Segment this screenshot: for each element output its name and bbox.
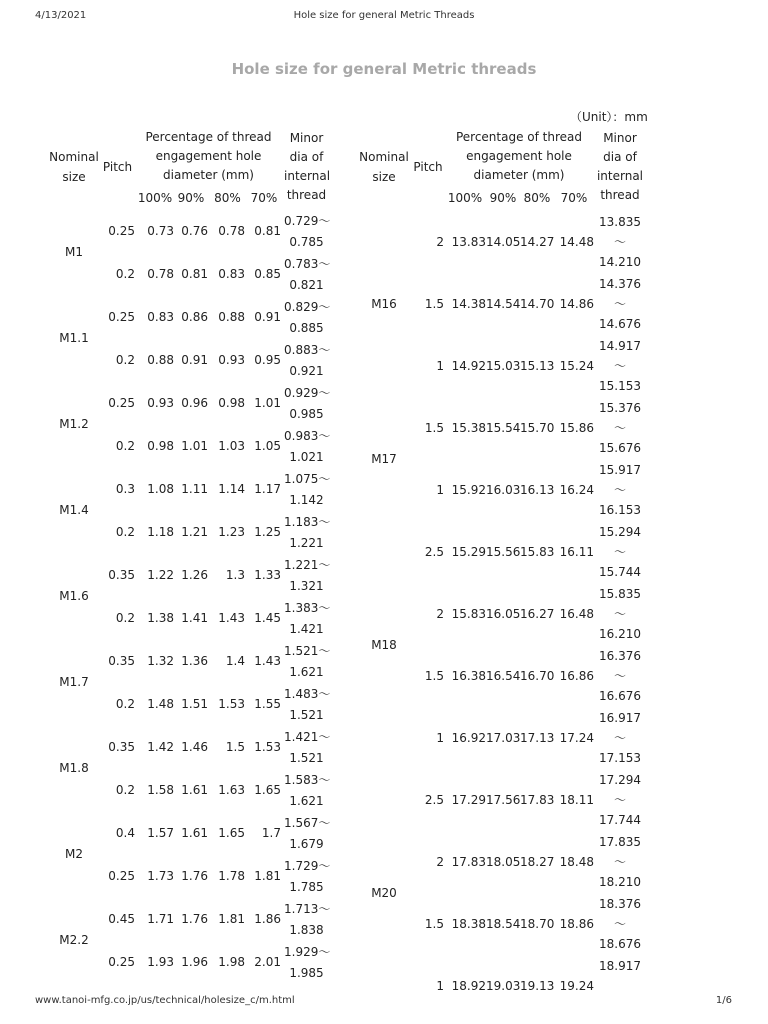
- right-pitch: 1: [436, 731, 444, 745]
- left-hole-dia: 1.33: [254, 568, 281, 582]
- right-minor-dia: 14.676: [599, 317, 641, 331]
- right-minor-dia: 15.744: [599, 565, 641, 579]
- right-pitch: 1: [436, 359, 444, 373]
- left-nominal-size: M2: [65, 847, 83, 861]
- left-hole-dia: 1.7: [261, 826, 281, 840]
- left-minor-dia: 1.021: [289, 450, 324, 464]
- left-minor-dia: 0.785: [289, 235, 324, 249]
- left-hole-dia: 0.93: [218, 353, 245, 367]
- right-minor-dia: ～: [613, 855, 626, 869]
- left-hole-dia: 1.23: [218, 525, 245, 539]
- right-header-percentage: Percentage of thread: [455, 130, 583, 144]
- right-hole-dia: 18.54: [486, 917, 521, 931]
- left-hole-dia: 1.65: [218, 826, 245, 840]
- left-hole-dia: 1.32: [147, 654, 174, 668]
- right-minor-dia: 14.210: [599, 255, 641, 269]
- right-header-minor: internal: [596, 169, 644, 183]
- left-pitch: 0.35: [108, 740, 135, 754]
- right-hole-dia: 13.83: [451, 235, 486, 249]
- left-pitch: 0.45: [108, 912, 135, 926]
- right-hole-dia: 15.29: [451, 545, 486, 559]
- left-hole-dia: 1.73: [147, 869, 174, 883]
- left-minor-dia: 1.421～: [284, 730, 331, 744]
- right-hole-dia: 16.11: [559, 545, 594, 559]
- left-hole-dia: 0.93: [147, 396, 174, 410]
- right-minor-dia: 17.835: [599, 835, 641, 849]
- left-minor-dia: 1.567～: [284, 816, 331, 830]
- left-minor-dia: 1.421: [289, 622, 324, 636]
- right-pitch: 2: [436, 235, 444, 249]
- left-hole-dia: 1.03: [218, 439, 245, 453]
- left-pitch: 0.2: [115, 611, 135, 625]
- right-hole-dia: 18.27: [520, 855, 555, 869]
- left-hole-dia: 2.01: [254, 955, 281, 969]
- left-hole-dia: 1.17: [254, 482, 281, 496]
- right-hole-dia: 14.48: [559, 235, 594, 249]
- left-hole-dia: 1.42: [147, 740, 174, 754]
- left-nominal-size: M1.4: [59, 503, 89, 517]
- right-header-minor: Minor: [603, 131, 637, 145]
- right-nominal-size: M18: [371, 638, 397, 652]
- left-pitch: 0.25: [108, 955, 135, 969]
- right-header-minor: thread: [600, 188, 640, 202]
- right-hole-dia: 14.70: [520, 297, 555, 311]
- left-hole-dia: 1.81: [218, 912, 245, 926]
- left-hole-dia: 1.5: [225, 740, 245, 754]
- left-nominal-size: M1.8: [59, 761, 89, 775]
- right-hole-dia: 15.83: [520, 545, 555, 559]
- left-hole-dia: 1.58: [147, 783, 174, 797]
- left-hole-dia: 1.4: [225, 654, 245, 668]
- left-header-percent-2: 80%: [214, 191, 241, 205]
- right-hole-dia: 19.13: [520, 979, 555, 993]
- right-nominal-size: M16: [371, 297, 397, 311]
- left-hole-dia: 1.93: [147, 955, 174, 969]
- right-pitch: 1: [436, 483, 444, 497]
- left-hole-dia: 1.21: [181, 525, 208, 539]
- right-hole-dia: 16.70: [520, 669, 555, 683]
- right-hole-dia: 16.05: [486, 607, 521, 621]
- left-minor-dia: 1.713～: [284, 902, 331, 916]
- left-header-percentage: Percentage of thread: [145, 130, 272, 144]
- left-pitch: 0.25: [108, 310, 135, 324]
- left-pitch: 0.4: [115, 826, 135, 840]
- left-hole-dia: 1.43: [254, 654, 281, 668]
- left-header-percentage: diameter (mm): [163, 168, 254, 182]
- right-header-percent-0: 100%: [447, 191, 483, 205]
- left-hole-dia: 0.88: [147, 353, 174, 367]
- left-hole-dia: 0.83: [147, 310, 174, 324]
- right-minor-dia: ～: [613, 235, 626, 249]
- right-minor-dia: ～: [613, 359, 626, 373]
- right-hole-dia: 18.48: [559, 855, 594, 869]
- right-nominal-size: M17: [371, 452, 397, 466]
- left-header-percent-0: 100%: [137, 191, 173, 205]
- right-hole-dia: 14.05: [486, 235, 521, 249]
- left-nominal-size: M1: [65, 245, 83, 259]
- left-minor-dia: 1.679: [289, 837, 324, 851]
- right-minor-dia: ～: [613, 669, 626, 683]
- left-header-percentage: engagement hole: [155, 149, 262, 163]
- left-minor-dia: 1.621: [289, 665, 324, 679]
- left-hole-dia: 1.53: [254, 740, 281, 754]
- left-minor-dia: 1.142: [289, 493, 324, 507]
- left-nominal-size: M1.1: [59, 331, 89, 345]
- right-minor-dia: 14.376: [599, 277, 641, 291]
- right-minor-dia: 13.835: [599, 215, 641, 229]
- right-minor-dia: 17.744: [599, 813, 641, 827]
- right-hole-dia: 15.70: [520, 421, 555, 435]
- print-url: www.tanoi-mfg.co.jp/us/technical/holesize_c/m.html: [35, 995, 295, 1006]
- right-pitch: 2: [436, 607, 444, 621]
- left-hole-dia: 1.76: [181, 912, 208, 926]
- right-minor-dia: 16.676: [599, 689, 641, 703]
- right-pitch: 1.5: [424, 297, 444, 311]
- left-minor-dia: 1.075～: [284, 472, 331, 486]
- right-hole-dia: 17.83: [520, 793, 555, 807]
- left-header-minor: dia of: [289, 150, 324, 164]
- right-header-nominal: Nominal: [359, 150, 409, 164]
- left-hole-dia: 0.86: [181, 310, 208, 324]
- left-minor-dia: 0.829～: [284, 300, 331, 314]
- left-hole-dia: 0.98: [147, 439, 174, 453]
- right-hole-dia: 17.13: [520, 731, 555, 745]
- left-hole-dia: 1.38: [147, 611, 174, 625]
- left-minor-dia: 0.921: [289, 364, 324, 378]
- right-pitch: 1.5: [424, 421, 444, 435]
- right-hole-dia: 15.38: [451, 421, 486, 435]
- right-minor-dia: 18.210: [599, 875, 641, 889]
- right-hole-dia: 14.54: [486, 297, 521, 311]
- left-pitch: 0.2: [115, 267, 135, 281]
- left-minor-dia: 1.521～: [284, 644, 331, 658]
- left-header-percent-3: 70%: [250, 191, 278, 205]
- right-pitch: 2.5: [424, 793, 444, 807]
- right-hole-dia: 17.56: [486, 793, 521, 807]
- right-minor-dia: 18.917: [599, 959, 641, 973]
- right-hole-dia: 18.92: [451, 979, 486, 993]
- left-hole-dia: 0.96: [181, 396, 208, 410]
- unit-label: （Unit）：mm: [570, 110, 648, 124]
- left-nominal-size: M1.2: [59, 417, 89, 431]
- left-hole-dia: 1.55: [254, 697, 281, 711]
- left-hole-dia: 1.86: [254, 912, 281, 926]
- left-hole-dia: 0.81: [181, 267, 208, 281]
- left-pitch: 0.35: [108, 568, 135, 582]
- left-hole-dia: 1.45: [254, 611, 281, 625]
- right-hole-dia: 16.27: [520, 607, 555, 621]
- right-hole-dia: 14.27: [520, 235, 555, 249]
- right-header-percent-1: 90%: [489, 191, 517, 205]
- right-minor-dia: ～: [613, 731, 626, 745]
- right-minor-dia: 17.153: [599, 751, 641, 765]
- left-pitch: 0.25: [108, 396, 135, 410]
- left-hole-dia: 1.53: [218, 697, 245, 711]
- left-pitch: 0.35: [108, 654, 135, 668]
- left-hole-dia: 0.91: [181, 353, 208, 367]
- left-hole-dia: 1.57: [147, 826, 174, 840]
- left-header-minor: Minor: [289, 131, 324, 145]
- right-hole-dia: 14.86: [559, 297, 594, 311]
- right-minor-dia: 16.376: [599, 649, 641, 663]
- right-minor-dia: 15.153: [599, 379, 641, 393]
- right-minor-dia: ～: [613, 545, 626, 559]
- left-minor-dia: 1.521: [289, 708, 324, 722]
- right-hole-dia: 18.11: [559, 793, 594, 807]
- left-minor-dia: 1.383～: [284, 601, 331, 615]
- right-pitch: 1: [436, 979, 444, 993]
- right-hole-dia: 18.86: [559, 917, 594, 931]
- right-minor-dia: 15.917: [599, 463, 641, 477]
- left-hole-dia: 0.85: [254, 267, 281, 281]
- right-minor-dia: 14.917: [599, 339, 641, 353]
- right-pitch: 2: [436, 855, 444, 869]
- right-pitch: 1.5: [424, 917, 444, 931]
- left-minor-dia: 1.929～: [284, 945, 331, 959]
- right-hole-dia: 17.24: [559, 731, 594, 745]
- left-hole-dia: 1.05: [254, 439, 281, 453]
- right-minor-dia: ～: [613, 297, 626, 311]
- left-hole-dia: 1.71: [147, 912, 174, 926]
- right-hole-dia: 15.13: [520, 359, 555, 373]
- left-hole-dia: 1.3: [225, 568, 245, 582]
- right-hole-dia: 16.86: [559, 669, 594, 683]
- left-header-percent-1: 90%: [177, 191, 205, 205]
- left-nominal-size: M1.7: [59, 675, 89, 689]
- left-hole-dia: 1.22: [147, 568, 174, 582]
- left-minor-dia: 0.929～: [284, 386, 331, 400]
- left-minor-dia: 0.729～: [284, 214, 331, 228]
- right-hole-dia: 15.03: [486, 359, 521, 373]
- left-minor-dia: 0.985: [289, 407, 324, 421]
- left-hole-dia: 0.83: [218, 267, 245, 281]
- left-minor-dia: 1.221: [289, 536, 324, 550]
- document-title: Hole size for general Metric threads: [231, 60, 537, 78]
- left-pitch: 0.2: [115, 525, 135, 539]
- left-hole-dia: 1.61: [181, 783, 208, 797]
- right-minor-dia: 18.676: [599, 937, 641, 951]
- right-hole-dia: 15.83: [451, 607, 486, 621]
- right-minor-dia: ～: [613, 917, 626, 931]
- right-hole-dia: 17.29: [451, 793, 486, 807]
- right-header-percentage: engagement hole: [466, 149, 572, 163]
- right-hole-dia: 18.05: [486, 855, 521, 869]
- left-nominal-size: M2.2: [59, 933, 89, 947]
- left-minor-dia: 1.785: [289, 880, 324, 894]
- left-header-minor: internal: [284, 169, 331, 183]
- right-hole-dia: 19.24: [559, 979, 594, 993]
- left-hole-dia: 1.14: [218, 482, 245, 496]
- left-hole-dia: 0.76: [181, 224, 208, 238]
- left-hole-dia: 0.95: [254, 353, 281, 367]
- left-header-nominal: Nominal: [49, 150, 99, 164]
- print-page-title: Hole size for general Metric Threads: [293, 10, 475, 21]
- left-minor-dia: 1.183～: [284, 515, 331, 529]
- right-pitch: 1.5: [424, 669, 444, 683]
- left-header-nominal: size: [62, 170, 86, 184]
- left-hole-dia: 0.78: [218, 224, 245, 238]
- left-minor-dia: 1.583～: [284, 773, 331, 787]
- left-hole-dia: 1.43: [218, 611, 245, 625]
- right-hole-dia: 15.56: [486, 545, 521, 559]
- left-hole-dia: 1.01: [254, 396, 281, 410]
- left-minor-dia: 1.521: [289, 751, 324, 765]
- right-nominal-size: M20: [371, 886, 397, 900]
- left-hole-dia: 0.88: [218, 310, 245, 324]
- left-hole-dia: 0.78: [147, 267, 174, 281]
- left-minor-dia: 0.821: [289, 278, 324, 292]
- left-header-minor: thread: [286, 188, 327, 202]
- right-hole-dia: 14.92: [451, 359, 486, 373]
- left-header-pitch: Pitch: [102, 160, 133, 174]
- right-header-minor: dia of: [603, 150, 637, 164]
- right-hole-dia: 16.03: [486, 483, 521, 497]
- left-minor-dia: 1.838: [289, 923, 324, 937]
- print-page-number: 1/6: [715, 995, 732, 1006]
- right-hole-dia: 17.03: [486, 731, 521, 745]
- left-pitch: 0.3: [115, 482, 135, 496]
- left-hole-dia: 1.76: [181, 869, 208, 883]
- left-hole-dia: 1.63: [218, 783, 245, 797]
- left-hole-dia: 1.81: [254, 869, 281, 883]
- left-hole-dia: 1.96: [181, 955, 208, 969]
- right-hole-dia: 16.13: [520, 483, 555, 497]
- left-minor-dia: 1.985: [289, 966, 324, 980]
- left-hole-dia: 1.08: [147, 482, 174, 496]
- left-hole-dia: 1.25: [254, 525, 281, 539]
- left-nominal-size: M1.6: [59, 589, 89, 603]
- right-hole-dia: 15.24: [559, 359, 594, 373]
- left-hole-dia: 1.98: [218, 955, 245, 969]
- left-pitch: 0.2: [115, 353, 135, 367]
- right-hole-dia: 14.38: [451, 297, 486, 311]
- left-hole-dia: 0.91: [254, 310, 281, 324]
- left-minor-dia: 1.221～: [284, 558, 331, 572]
- left-minor-dia: 1.321: [289, 579, 324, 593]
- right-hole-dia: 17.83: [451, 855, 486, 869]
- left-pitch: 0.2: [115, 697, 135, 711]
- right-hole-dia: 16.48: [559, 607, 594, 621]
- right-minor-dia: 16.917: [599, 711, 641, 725]
- left-hole-dia: 1.46: [181, 740, 208, 754]
- right-header-percentage: diameter (mm): [473, 168, 565, 182]
- right-minor-dia: 16.153: [599, 503, 641, 517]
- right-hole-dia: 18.38: [451, 917, 486, 931]
- right-hole-dia: 16.24: [559, 483, 594, 497]
- left-hole-dia: 1.36: [181, 654, 208, 668]
- left-pitch: 0.25: [108, 224, 135, 238]
- left-hole-dia: 0.81: [254, 224, 281, 238]
- left-minor-dia: 0.883～: [284, 343, 331, 357]
- right-header-percent-2: 80%: [523, 191, 551, 205]
- right-minor-dia: 15.676: [599, 441, 641, 455]
- right-minor-dia: ～: [613, 421, 626, 435]
- left-hole-dia: 1.18: [147, 525, 174, 539]
- left-minor-dia: 1.483～: [284, 687, 331, 701]
- left-minor-dia: 0.783～: [284, 257, 331, 271]
- right-pitch: 2.5: [424, 545, 444, 559]
- right-hole-dia: 16.92: [451, 731, 486, 745]
- left-pitch: 0.2: [115, 439, 135, 453]
- left-minor-dia: 1.729～: [284, 859, 331, 873]
- left-minor-dia: 1.621: [289, 794, 324, 808]
- right-minor-dia: 15.835: [599, 587, 641, 601]
- right-minor-dia: 15.294: [599, 525, 641, 539]
- left-hole-dia: 1.48: [147, 697, 174, 711]
- left-hole-dia: 1.78: [218, 869, 245, 883]
- left-hole-dia: 1.65: [254, 783, 281, 797]
- right-hole-dia: 15.92: [451, 483, 486, 497]
- right-minor-dia: ～: [613, 607, 626, 621]
- left-hole-dia: 1.41: [181, 611, 208, 625]
- right-header-pitch: Pitch: [413, 160, 443, 174]
- print-date: 4/13/2021: [35, 10, 87, 21]
- right-hole-dia: 16.38: [451, 669, 486, 683]
- left-hole-dia: 1.01: [181, 439, 208, 453]
- left-minor-dia: 0.983～: [284, 429, 331, 443]
- left-hole-dia: 1.61: [181, 826, 208, 840]
- right-hole-dia: 19.03: [486, 979, 521, 993]
- right-minor-dia: 15.376: [599, 401, 641, 415]
- right-minor-dia: 18.376: [599, 897, 641, 911]
- right-hole-dia: 15.86: [559, 421, 594, 435]
- right-header-nominal: size: [372, 170, 396, 184]
- left-hole-dia: 0.98: [218, 396, 245, 410]
- left-minor-dia: 0.885: [289, 321, 324, 335]
- left-pitch: 0.25: [108, 869, 135, 883]
- right-header-percent-3: 70%: [560, 191, 588, 205]
- right-minor-dia: ～: [613, 793, 626, 807]
- right-minor-dia: 16.210: [599, 627, 641, 641]
- left-hole-dia: 1.51: [181, 697, 208, 711]
- right-hole-dia: 16.54: [486, 669, 521, 683]
- left-hole-dia: 1.11: [181, 482, 208, 496]
- left-hole-dia: 0.73: [147, 224, 174, 238]
- right-hole-dia: 15.54: [486, 421, 521, 435]
- left-hole-dia: 1.26: [181, 568, 208, 582]
- right-minor-dia: 17.294: [599, 773, 641, 787]
- right-minor-dia: ～: [613, 483, 626, 497]
- right-hole-dia: 18.70: [520, 917, 555, 931]
- left-pitch: 0.2: [115, 783, 135, 797]
